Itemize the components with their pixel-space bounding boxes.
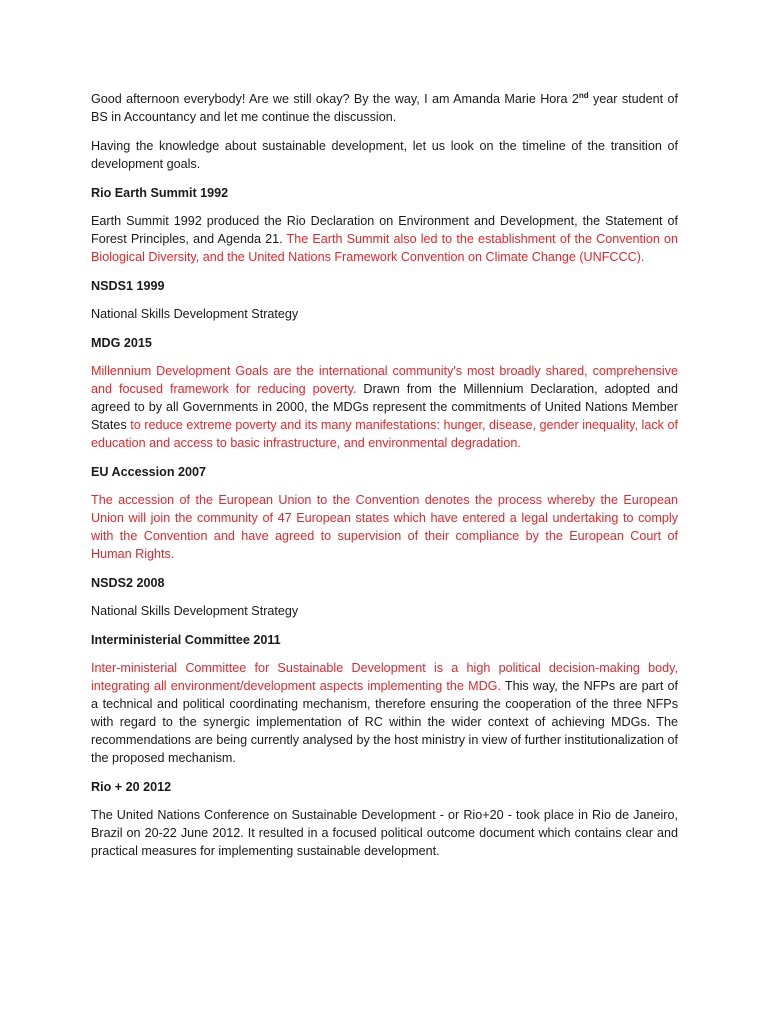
paragraph-mdg: [91, 362, 678, 452]
paragraph-nsds1: National Skills Development Strategy: [91, 307, 299, 321]
interministerial-highlight: Inter-ministerial Committee for Sustainable Development is a high political decision-making body, integrating all environment/development aspects implementing the MDG.: [91, 661, 678, 693]
interministerial-text: This way, the NFPs are part of a technical and political coordinating mechanism, therefore ensuring the cooperation of the three NFPs with regard to the synergic implementation of RC within the wider context of achieving MDGs. The recommendations are being currently analysed by the host ministry in view of further institutionalization of the proposed mechanism.: [91, 679, 678, 765]
heading-eu-accession: EU Accession 2007: [91, 465, 207, 479]
rio-1992-highlight: The Earth Summit also led to the establishment of the Convention on Biological Diversity, and the United Nations Framework Convention on Climate Change (UNFCCC).: [91, 232, 679, 264]
rio-1992-text: Earth Summit 1992 produced the Rio Declaration on Environment and Development, the Statement of Forest Principles, and Agenda 21.: [91, 214, 678, 246]
paragraph-rio-1992: [91, 212, 678, 266]
paragraph-interministerial: [91, 659, 678, 767]
heading-rio-1992: Rio Earth Summit 1992: [91, 186, 229, 200]
transition-paragraph: Having the knowledge about sustainable development, let us look on the timeline of the transition of development goals.: [91, 139, 678, 171]
heading-interministerial: Interministerial Committee 2011: [91, 633, 281, 647]
paragraph-nsds2: National Skills Development Strategy: [91, 604, 299, 618]
document-page: [91, 90, 678, 871]
intro-text-part2: year student of BS in Accountancy and let me continue the discussion.: [91, 92, 678, 124]
ordinal-superscript: nd: [578, 90, 589, 100]
mdg-highlight-2: to reduce extreme poverty and its many manifestations: hunger, disease, gender inequality, lack of education and access to basic infrastructure, and environmental degradation.: [91, 418, 679, 450]
intro-paragraph: [91, 90, 678, 126]
heading-nsds1: NSDS1 1999: [91, 279, 165, 293]
heading-rio-20: Rio + 20 2012: [91, 780, 172, 794]
paragraph-rio-20: The United Nations Conference on Sustainable Development - or Rio+20 - took place in Rio de Janeiro, Brazil on 20-22 June 2012. It resulted in a focused political outcome document which contains clear and practical measures for implementing sustainable development.: [91, 808, 678, 858]
paragraph-eu-accession: The accession of the European Union to the Convention denotes the process whereby the European Union will join the community of 47 European states which have entered a legal undertaking to comply with the Convention and have agreed to supervision of their compliance by the European Court of Human Rights.: [91, 493, 678, 561]
heading-nsds2: NSDS2 2008: [91, 576, 165, 590]
mdg-highlight-1: Millennium Development Goals are the international community's most broadly shared, comprehensive and focused framework for reducing poverty.: [91, 364, 678, 396]
heading-mdg: MDG 2015: [91, 336, 152, 350]
intro-text-part1: Good afternoon everybody! Are we still okay? By the way, I am Amanda Marie Hora 2: [91, 92, 579, 106]
mdg-text: Drawn from the Millennium Declaration, adopted and agreed to by all Governments in 2000, the MDGs represent the commitments of United Nations Member States: [91, 382, 679, 432]
